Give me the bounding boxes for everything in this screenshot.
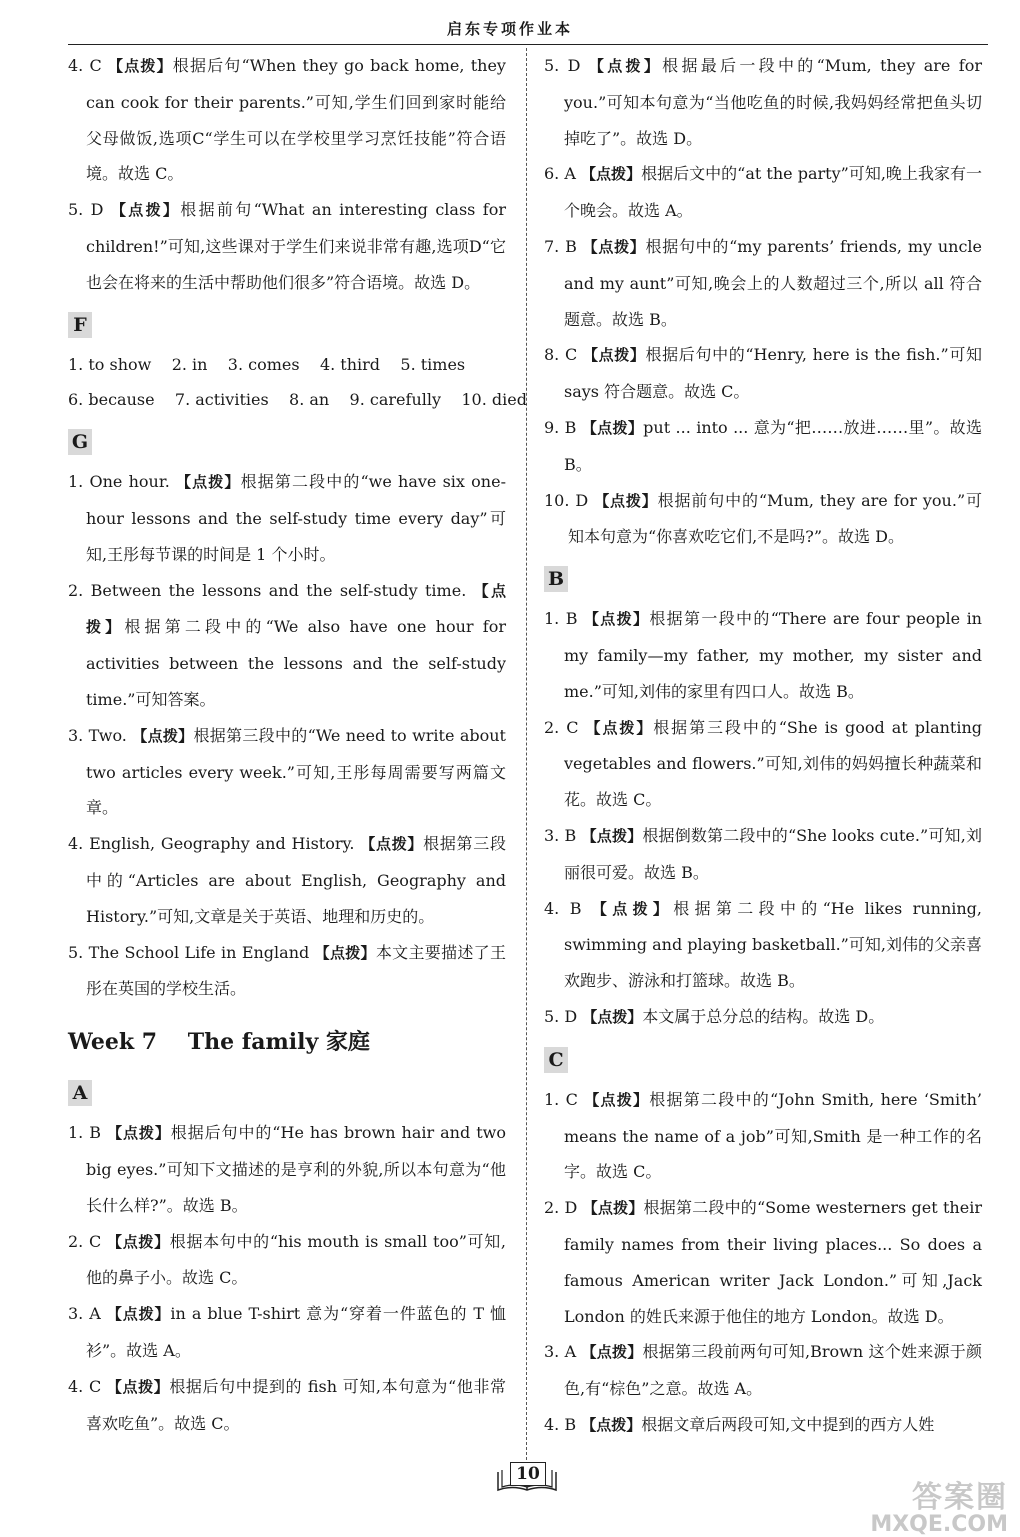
week-title: Week 7 The family 家庭 xyxy=(68,1029,370,1056)
answer-item: 4. B 【点拨】根据第二段中的“He likes running, swimming and playing basketball.”可知,刘伟的父亲喜欢跑步、游泳和打篮球。故选 B。 xyxy=(544,898,982,991)
section-label-c: C xyxy=(544,1047,568,1073)
header-title: 启东专项作业本 xyxy=(446,20,573,38)
watermark-text: 答案圈 xyxy=(912,1480,1008,1515)
answer-item: 2. Between the lessons and the self-study time. 【点拨】根据第二段中的“We also have one hour for activities between the lessons and the self-study time.”可知答案。 xyxy=(68,580,506,709)
answer-item: 5. D 【点拨】根据最后一段中的“Mum, they are for you.”可知本句意为“当他吃鱼的时候,我妈妈经常把鱼头切掉吃了”。故选 D。 xyxy=(544,56,982,148)
answer-item: 2. C 【点拨】根据本句中的“his mouth is small too”可知,他的鼻子小。故选 C。 xyxy=(68,1231,506,1288)
right-column xyxy=(544,48,982,1444)
answer-item: 3. A 【点拨】根据第三段前两句可知,Brown 这个姓来源于颜色,有“棕色”之意。故选 A。 xyxy=(544,1342,983,1399)
answer-item: 3. B 【点拨】根据倒数第二段中的“She looks cute.”可知,刘丽很可爱。故选 B。 xyxy=(544,825,982,882)
answer-item: 2. C 【点拨】根据第三段中的“She is good at planting vegetables and flowers.”可知,刘伟的妈妈擅长种蔬菜和花。故选 C。 xyxy=(544,717,983,810)
answer-item: 5. The School Life in England 【点拨】本文主要描述了王彤在英国的学校生活。 xyxy=(68,942,506,999)
column-divider xyxy=(526,48,527,1460)
section-f-line-2: 6. because 7. activities 8. an 9. carefully 10. died xyxy=(68,390,527,410)
answer-item: 1. B 【点拨】根据后句中的“He has brown hair and two big eyes.”可知下文描述的是亨利的外貌,所以本句意为“他长什么样?”。故选 B。 xyxy=(68,1123,506,1215)
watermark-url: MXQE.COM xyxy=(870,1512,1008,1537)
section-label-f: F xyxy=(68,312,92,338)
section-label-b: B xyxy=(544,566,568,592)
answer-item: 6. A 【点拨】根据后文中的“at the party”可知,晚上我家有一个晚会。故选 A。 xyxy=(544,164,982,221)
answer-item: 5. D 【点拨】根据前句“What an interesting class for children!”可知,这些课对于学生们来说非常有趣,选项D“它也会在将来的生活中帮助他们很多”符合语境。故选 D。 xyxy=(68,200,506,292)
left-column xyxy=(68,48,527,1441)
page-number-badge xyxy=(494,1458,560,1494)
header-rule xyxy=(68,44,988,45)
answer-item: 7. B 【点拨】根据句中的“my parents’ friends, my uncle and my aunt”可知,晚会上的人数超过三个,所以 all 符合题意。故选 B。 xyxy=(544,236,982,329)
section-f-line-1: 1. to show 2. in 3. comes 4. third 5. times xyxy=(68,354,466,374)
answer-item: 4. C 【点拨】根据后句“When they go back home, they can cook for their parents.”可知,学生们回到家时能给父母做饭,选项C“学生可以在学校里学习烹饪技能”符合语境。故选 C。 xyxy=(68,56,506,184)
section-label-a: A xyxy=(68,1080,92,1106)
answer-item: 4. English, Geography and History. 【点拨】根据第三段中的“Articles are about English, Geography and History.”可知,文章是关于英语、地理和历史的。 xyxy=(68,834,506,926)
answer-item: 1. C 【点拨】根据第二段中的“John Smith, here ‘Smith’ means the name of a job”可知,Smith 是一种工作的名字。故选 C。 xyxy=(544,1089,982,1182)
answer-item: 1. B 【点拨】根据第一段中的“There are four people in my family—my father, my mother, my sister and me.”可知,刘伟的家里有四口人。故选 B。 xyxy=(544,609,982,701)
answer-item: 8. C 【点拨】根据后句中的“Henry, here is the fish.”可知 says 符合题意。故选 C。 xyxy=(544,345,982,402)
answer-item: 4. C 【点拨】根据后句中提到的 fish 可知,本句意为“他非常喜欢吃鱼”。故选 C。 xyxy=(68,1376,506,1433)
watermark xyxy=(838,1472,1008,1537)
page-number: 10 xyxy=(510,1462,546,1486)
section-label-g: G xyxy=(68,429,92,455)
answer-item: 2. D 【点拨】根据第二段中的“Some westerners get their family names from their living places... So does a famous American writer Jack London.”可知,Jack London 的姓氏来源于他住的地方 London。故选 D。 xyxy=(544,1198,982,1326)
answer-item: 3. A 【点拨】in a blue T-shirt 意为“穿着一件蓝色的 T 恤衫”。故选 A。 xyxy=(68,1304,506,1360)
answer-item: 10. D 【点拨】根据前句中的“Mum, they are for you.”可知本句意为“你喜欢吃它们,不是吗?”。故选 D。 xyxy=(544,490,982,547)
answer-item: 1. One hour. 【点拨】根据第二段中的“we have six one-hour lessons and the self-study time every day”可知,王彤每节课的时间是 1 个小时。 xyxy=(68,472,506,564)
answer-item: 9. B 【点拨】put ... into ... 意为“把……放进……里”。故选 B。 xyxy=(544,417,982,474)
answer-item: 5. D 【点拨】本文属于总分总的结构。故选 D。 xyxy=(544,1006,885,1026)
answer-item: 4. B 【点拨】根据文章后两段可知,文中提到的西方人姓 xyxy=(544,1414,935,1434)
answer-item: 3. Two. 【点拨】根据第三段中的“We need to write about two articles every week.”可知,王彤每周需要写两篇文章。 xyxy=(68,725,506,818)
